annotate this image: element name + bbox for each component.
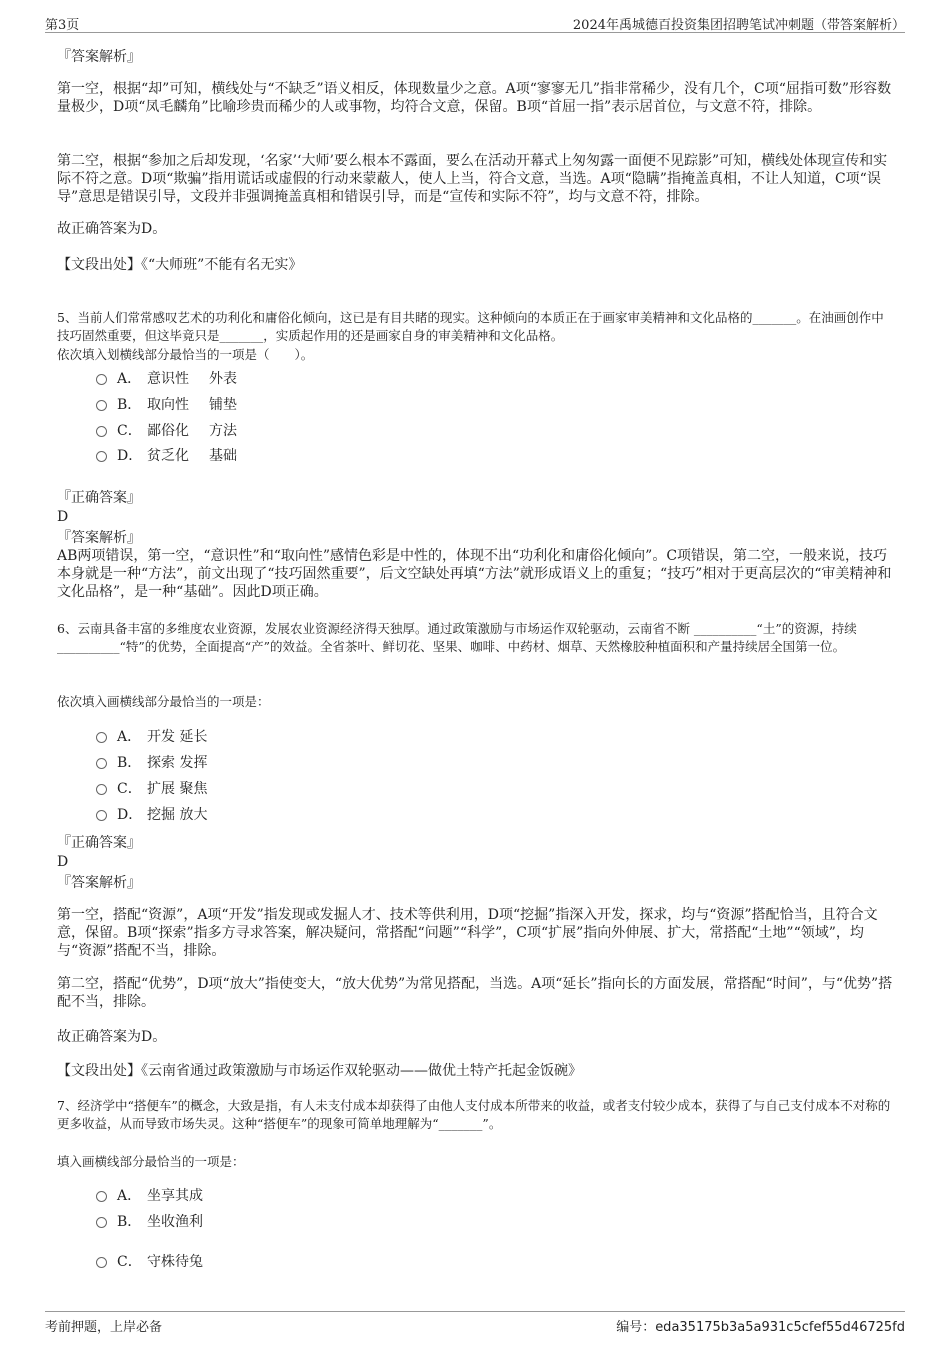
- q6-answer-label: 『正确答案』: [57, 835, 141, 851]
- q5-ask: 依次填入划横线部分最恰当的一项是（ ）。: [57, 347, 314, 362]
- q5-option-b[interactable]: B． 取向性 铺垫: [96, 396, 237, 414]
- q7-ask: 填入画横线部分最恰当的一项是：: [57, 1154, 245, 1169]
- q7-option-c[interactable]: C． 守株待兔: [96, 1253, 203, 1271]
- q6-option-a[interactable]: A． 开发 延长: [96, 728, 207, 746]
- q4-analysis-p1: 第一空，根据“却”可知，横线处与“不缺乏”语义相反，体现数量少之意。A项“寥寥无几”指非常稀少，没有几个，C项“屈指可数”形容数量极少，D项“凤毛麟角”比喻珍贵而稀少的人或事物，均符合文意，保留。B项“首屈一指”表示居首位，与文意不符，排除。: [57, 81, 892, 115]
- q4-conclusion: 故正确答案为D。: [57, 221, 167, 237]
- q7-option-b[interactable]: B． 坐收渔利: [96, 1213, 203, 1231]
- q6-option-c[interactable]: C． 扩展 聚焦: [96, 780, 207, 798]
- q5-option-d[interactable]: D． 贫乏化 基础: [96, 447, 237, 465]
- q4-analysis-p2: 第二空，根据“参加之后却发现，‘名家’‘大师’要么根本不露面，要么在活动开幕式上匆匆露一面便不见踪影”可知，横线处体现宣传和实际不符之意。D项“欺骗”指用谎话或虚假的行动来蒙蔽人，使人上当，符合文意，当选。A项“隐瞒”指掩盖真相，不让人知道，C项“误导”意思是错误引导，文段并非强调掩盖真相和错误引导，而是“宣传和实际不符”，均与文意不符，排除。: [57, 153, 888, 205]
- radio-icon[interactable]: [96, 400, 107, 411]
- radio-icon[interactable]: [96, 810, 107, 821]
- q6-analysis-p1: 第一空，搭配“资源”，A项“开发”指发现或发掘人才、技术等供利用，D项“挖掘”指深入开发，探求，均与“资源”搭配恰当，且符合文意，保留。B项“探索”指多方寻求答案，解决疑问，常搭配“问题”“科学”，C项“扩展”指向外伸展、扩大，常搭配“土地”“领域”，均与“资源”搭配不当，排除。: [57, 907, 878, 959]
- q4-analysis-label: 『答案解析』: [57, 49, 141, 65]
- q4-source: 【文段出处】《“大师班”不能有名无实》: [57, 257, 303, 273]
- footer-slogan: 考前押题，上岸必备: [45, 1320, 163, 1335]
- radio-icon[interactable]: [96, 1217, 107, 1228]
- q5-answer-label: 『正确答案』: [57, 490, 141, 506]
- radio-icon[interactable]: [96, 451, 107, 462]
- q5-analysis: AB两项错误，第一空，“意识性”和“取向性”感情色彩是中性的，体现不出“功利化和庸俗化倾向”。C项错误，第二空，一般来说，技巧本身就是一种“方法”，前文出现了“技巧固然重要”，后文空缺处再填“方法”就形成语义上的重复；“技巧”相对于更高层次的“审美精神和文化品格”，是一种“基础”。因此D项正确。: [57, 548, 892, 600]
- q6-stem: 6、云南具备丰富的多维度农业资源，发展农业资源经济得天独厚。通过政策激励与市场运作双轮驱动，云南省不断 __________“土”的资源，持续 __________“特”的优势，全面提高“产”的效益。全省茶叶、鲜切花、坚果、咖啡、中药材、烟草、天然橡胶种植面积和产量持续居全国第一位。: [57, 621, 857, 654]
- q6-analysis-label: 『答案解析』: [57, 875, 141, 891]
- q5-option-c[interactable]: C． 鄙俗化 方法: [96, 422, 237, 440]
- page-footer: [45, 1311, 905, 1335]
- radio-icon[interactable]: [96, 374, 107, 385]
- radio-icon[interactable]: [96, 732, 107, 743]
- q6-answer: D: [57, 854, 69, 870]
- q7-option-a[interactable]: A． 坐享其成: [96, 1187, 203, 1205]
- q5-answer: D: [57, 509, 69, 525]
- radio-icon[interactable]: [96, 758, 107, 769]
- radio-icon[interactable]: [96, 1257, 107, 1268]
- q6-source: 【文段出处】《云南省通过政策激励与市场运作双轮驱动——做优土特产托起金饭碗》: [57, 1063, 582, 1079]
- page-header: [45, 12, 905, 33]
- q6-analysis-p2: 第二空，搭配“优势”，D项“放大”指使变大，“放大优势”为常见搭配，当选。A项“延长”指向长的方面发展，常搭配“时间”，与“优势”搭配不当，排除。: [57, 976, 893, 1010]
- q5-option-a[interactable]: A． 意识性 外表: [96, 370, 237, 388]
- q6-ask: 依次填入画横线部分最恰当的一项是：: [57, 694, 270, 709]
- document-title: 2024年禹城德百投资集团招聘笔试冲刺题（带答案解析）: [572, 18, 905, 33]
- q6-option-b[interactable]: B． 探索 发挥: [96, 754, 207, 772]
- q6-option-d[interactable]: D． 挖掘 放大: [96, 806, 207, 824]
- page-number: 第3页: [45, 18, 80, 33]
- q6-conclusion: 故正确答案为D。: [57, 1029, 167, 1045]
- radio-icon[interactable]: [96, 1191, 107, 1202]
- q5-analysis-label: 『答案解析』: [57, 530, 141, 546]
- q5-stem: 5、当前人们常常感叹艺术的功利化和庸俗化倾向，这已是有目共睹的现实。这种倾向的本质正在于画家审美精神和文化品格的_______。在油画创作中技巧固然重要，但这毕竟只是_______，实质起作用的还是画家自身的审美精神和文化品格。: [57, 310, 884, 343]
- q7-stem: 7、经济学中“搭便车”的概念，大致是指，有人未支付成本却获得了由他人支付成本所带来的收益，或者支付较少成本，获得了与自己支付成本不对称的更多收益，从而导致市场失灵。这种“搭便车”的现象可简单地理解为“_______”。: [57, 1098, 891, 1131]
- radio-icon[interactable]: [96, 784, 107, 795]
- document-id: 编号：eda35175b3a5a931c5cfef55d46725fd: [616, 1320, 905, 1335]
- radio-icon[interactable]: [96, 426, 107, 437]
